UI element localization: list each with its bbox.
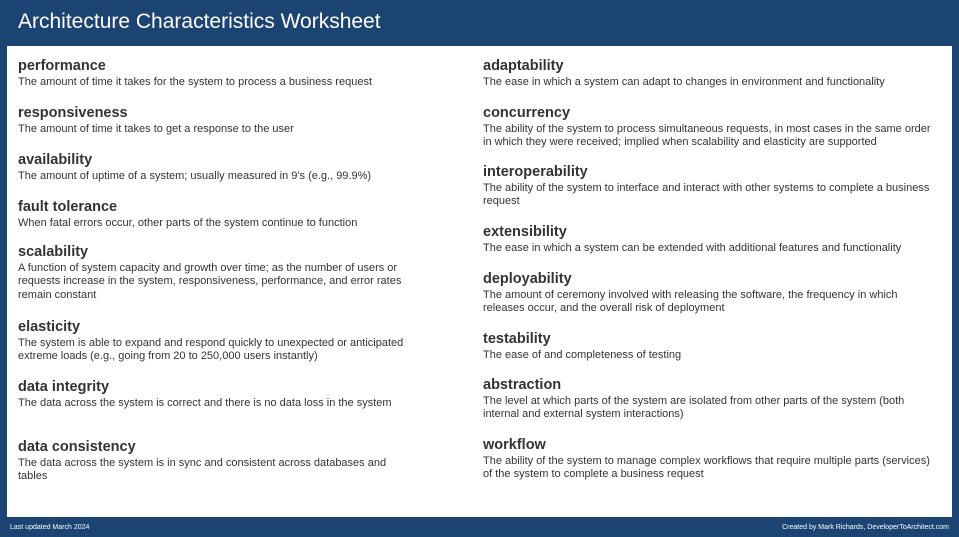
characteristic-deployability — [483, 271, 933, 316]
characteristic-name: concurrency — [483, 105, 571, 121]
characteristic-name: scalability — [18, 244, 89, 260]
characteristic-description: A function of system capacity and growth over time; as the number of users or requests increase in the system, responsiveness, performance, and error rates remain constant — [18, 262, 402, 301]
content-panel — [7, 46, 952, 517]
characteristic-elasticity — [18, 319, 418, 364]
characteristic-description: The level at which parts of the system are isolated from other parts of the system (both internal and external system interactions) — [483, 395, 905, 421]
characteristic-description: The amount of time it takes for the system to process a business request — [18, 76, 372, 88]
characteristic-name: data consistency — [18, 439, 136, 455]
characteristic-name: elasticity — [18, 319, 81, 335]
last-updated-text: Last updated March 2024 — [10, 524, 90, 531]
characteristic-name: availability — [18, 152, 93, 168]
characteristic-data-integrity — [18, 379, 418, 410]
characteristic-name: deployability — [483, 271, 572, 287]
characteristic-description: The amount of ceremony involved with releasing the software, the frequency in which releases occur, and the overall risk of deployment — [483, 289, 898, 315]
credit-text: Created by Mark Richards, DeveloperToArchitect.com — [782, 524, 949, 531]
characteristic-availability — [18, 152, 418, 183]
characteristic-description: The amount of time it takes to get a response to the user — [18, 123, 294, 135]
characteristic-abstraction — [483, 377, 933, 422]
characteristic-workflow — [483, 437, 933, 482]
characteristic-scalability — [18, 244, 418, 302]
characteristic-name: testability — [483, 331, 551, 347]
characteristic-name: responsiveness — [18, 105, 128, 121]
characteristic-description: The data across the system is correct and there is no data loss in the system — [18, 397, 392, 409]
characteristic-name: extensibility — [483, 224, 567, 240]
characteristic-description: The ease in which a system can adapt to changes in environment and functionality — [483, 76, 885, 88]
characteristic-performance — [18, 58, 418, 89]
page-title: Architecture Characteristics Worksheet — [18, 10, 381, 33]
characteristic-description: When fatal errors occur, other parts of the system continue to function — [18, 217, 358, 229]
characteristic-description: The ability of the system to process simultaneous requests, in most cases in the same order in which they were received; implied when scalability and elasticity are supported — [483, 123, 931, 149]
characteristic-name: interoperability — [483, 164, 588, 180]
characteristic-description: The ease in which a system can be extended with additional features and functionality — [483, 242, 902, 254]
characteristic-data-consistency — [18, 439, 418, 484]
characteristic-description: The system is able to expand and respond quickly to unexpected or anticipated extreme loads (e.g., going from 20 to 250,000 users instantly) — [18, 337, 404, 363]
characteristic-description: The amount of uptime of a system; usually measured in 9's (e.g., 99.9%) — [18, 170, 372, 182]
characteristic-name: adaptability — [483, 58, 564, 74]
characteristic-responsiveness — [18, 105, 418, 136]
characteristic-name: data integrity — [18, 379, 110, 395]
characteristic-name: fault tolerance — [18, 199, 118, 215]
characteristic-name: workflow — [483, 437, 546, 453]
footer-bar — [0, 520, 959, 537]
characteristic-name: abstraction — [483, 377, 562, 393]
characteristic-concurrency — [483, 105, 933, 150]
characteristic-fault-tolerance — [18, 199, 418, 230]
characteristic-name: performance — [18, 58, 106, 74]
characteristic-adaptability — [483, 58, 933, 89]
characteristic-description: The ability of the system to interface and interact with other systems to complete a business request — [483, 182, 930, 208]
characteristic-extensibility — [483, 224, 933, 255]
characteristic-testability — [483, 331, 933, 362]
characteristic-interoperability — [483, 164, 933, 209]
characteristic-description: The data across the system is in sync and consistent across databases and tables — [18, 457, 387, 483]
characteristic-description: The ability of the system to manage complex workflows that require multiple parts (services) of the system to complete a business request — [483, 455, 930, 481]
characteristic-description: The ease of and completeness of testing — [483, 349, 682, 361]
